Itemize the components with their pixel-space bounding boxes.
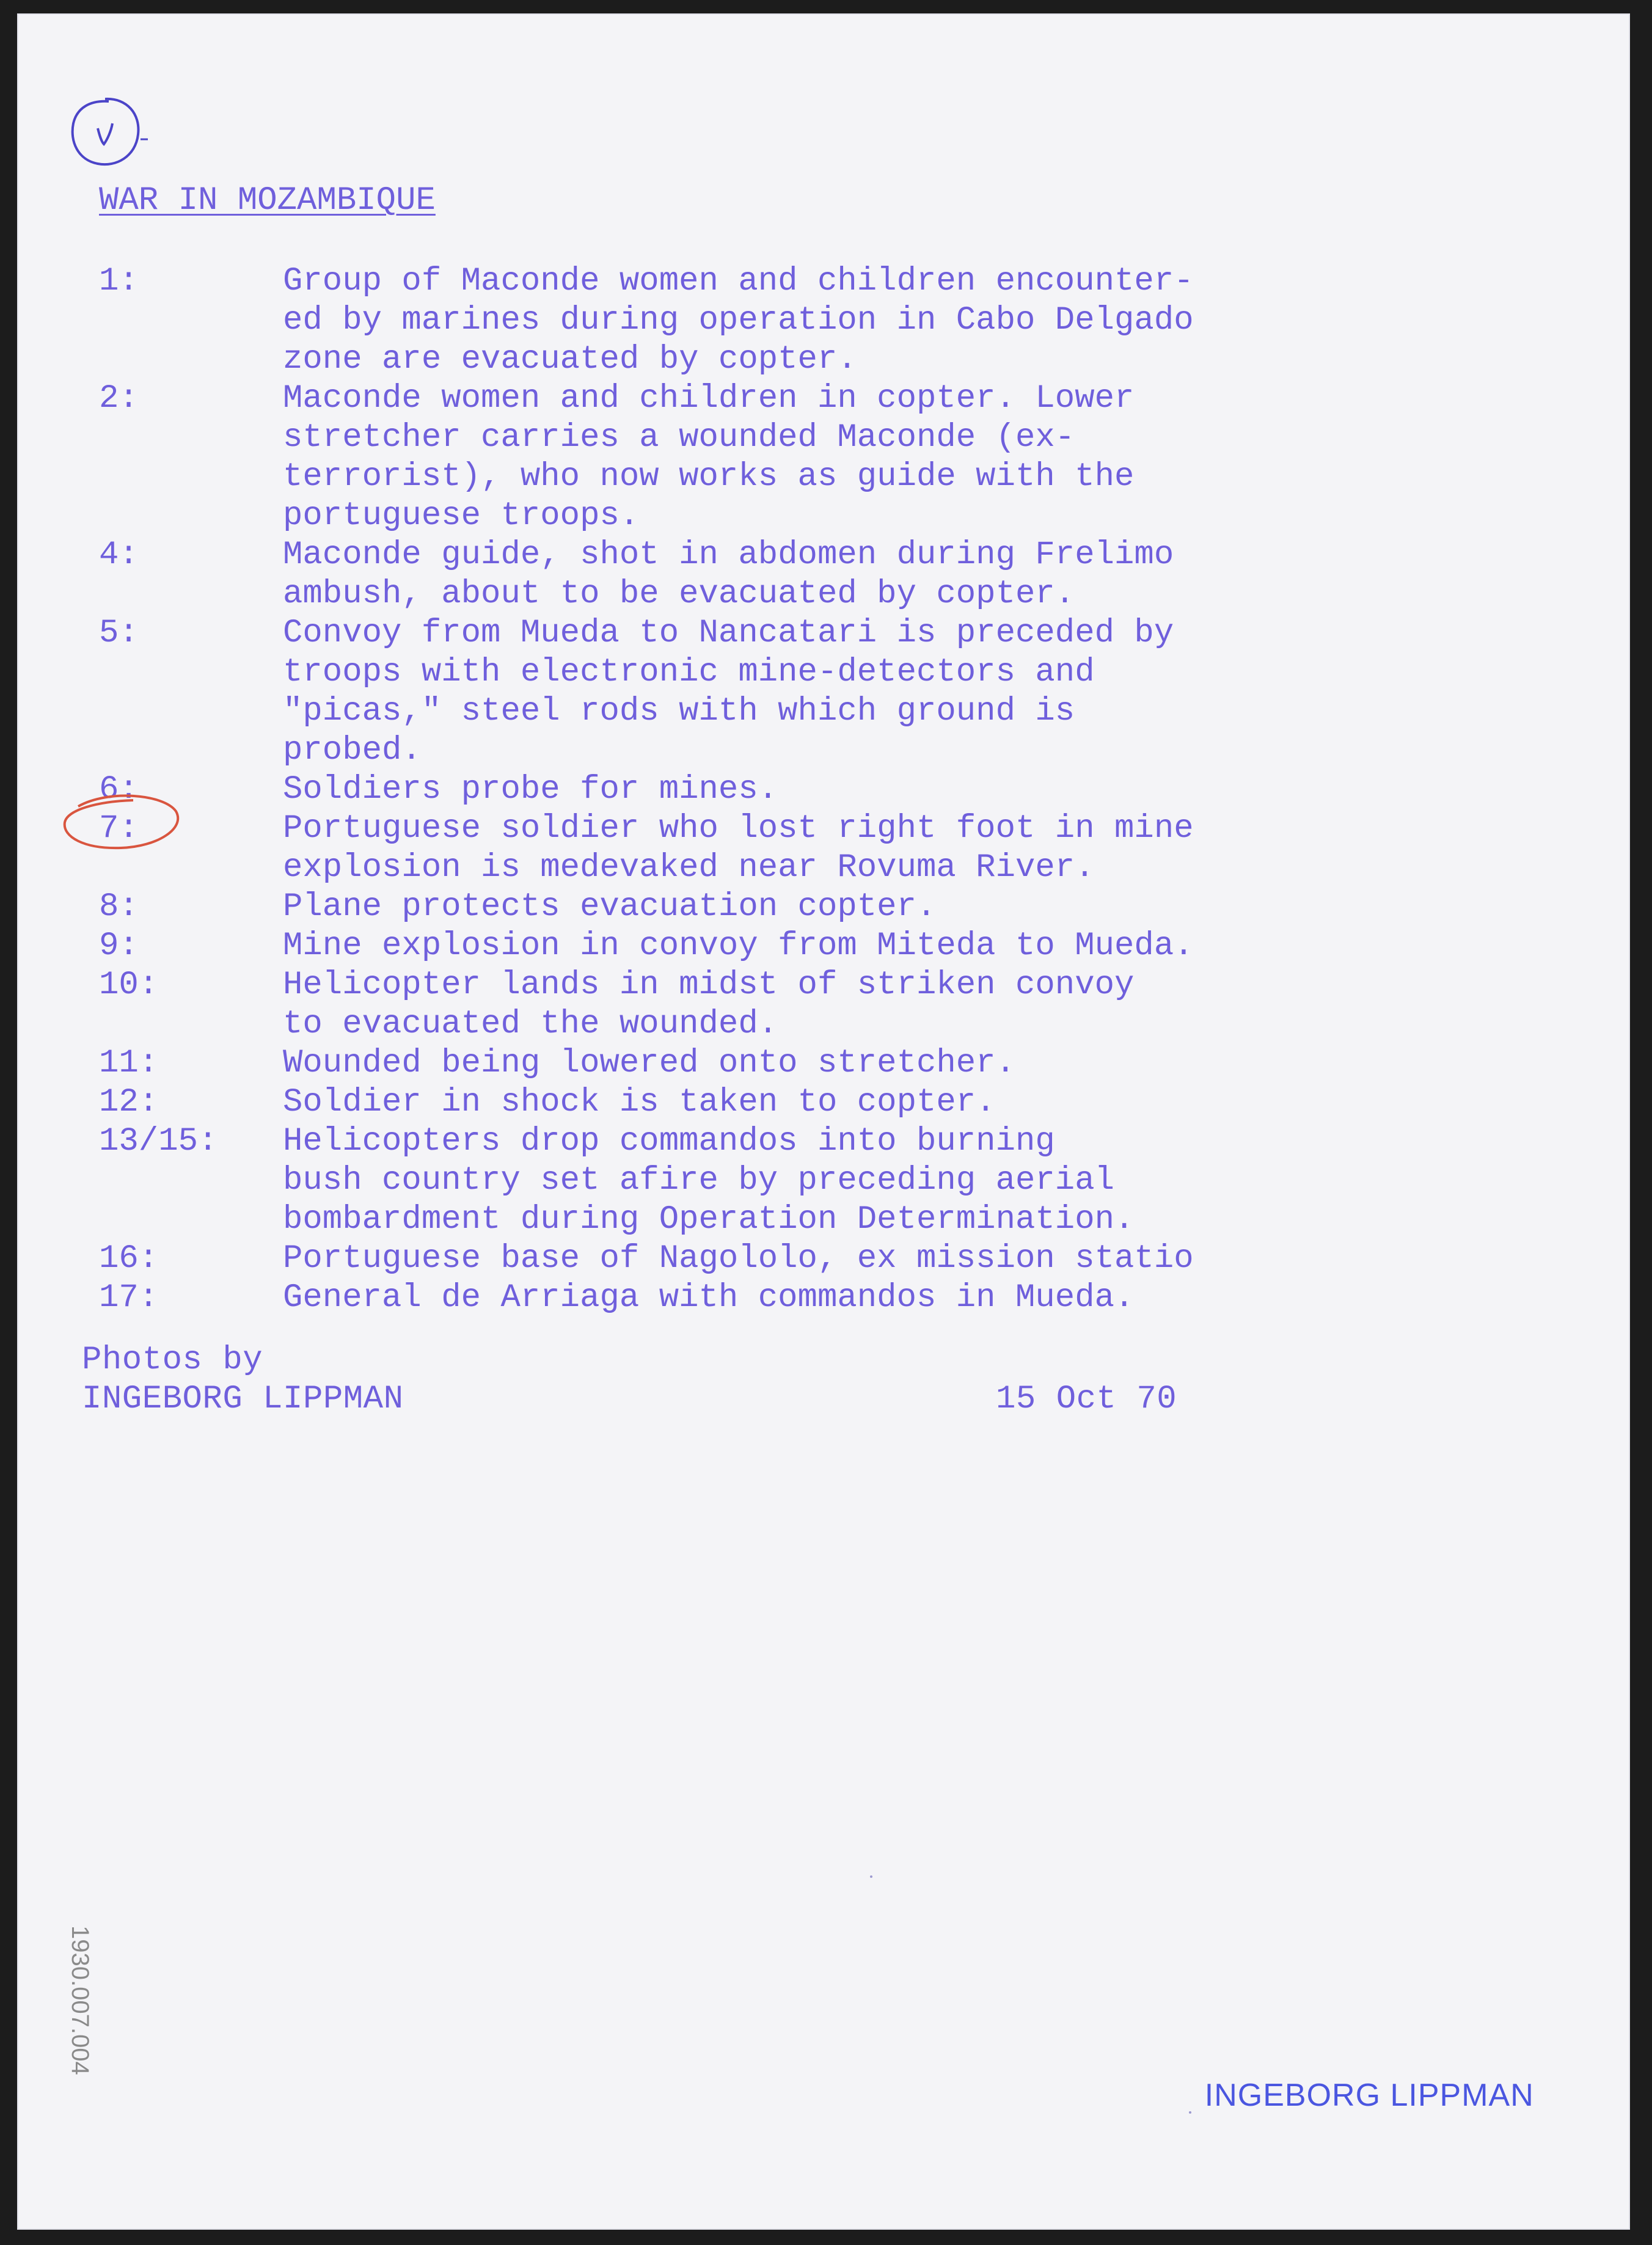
photographer-stamp — [1167, 2040, 1534, 2150]
pencil-archive-number-text: 1930.007.004 — [67, 1926, 93, 2075]
entry-text-line: stretcher carries a wounded Maconde (ex- — [283, 419, 1075, 456]
entry-text-line: General de Arriaga with commandos in Mueda. — [283, 1279, 1135, 1316]
entry-text-line: Portuguese soldier who lost right foot in mine — [283, 810, 1194, 847]
entry-text-line: ambush, about to be evacuated by copter. — [283, 575, 1075, 613]
entry-text-line: terrorist), who now works as guide with the — [283, 458, 1135, 495]
entry-text-line: probed. — [283, 732, 422, 769]
entry-text-line: Maconde women and children in copter. Lower — [283, 380, 1135, 417]
entry-number: 10: — [99, 966, 159, 1004]
entry-text-line: "picas," steel rods with which ground is — [283, 693, 1075, 730]
entry-number: 1: — [99, 263, 139, 300]
entry-text-line: Plane protects evacuation copter. — [283, 888, 937, 925]
document-date: 15 Oct 70 — [996, 1381, 1177, 1418]
entry-text-line: to evacuated the wounded. — [283, 1006, 778, 1043]
entry-text-line: Maconde guide, shot in abdomen during Frelimo — [283, 536, 1174, 574]
entry-text-line: troops with electronic mine-detectors and — [283, 654, 1095, 691]
entry-text-line: Wounded being lowered onto stretcher. — [283, 1045, 1015, 1082]
entry-number: 9: — [99, 927, 139, 965]
circled-check-mark — [66, 93, 144, 171]
red-pencil-circle — [60, 788, 182, 855]
entry-number: 12: — [99, 1084, 159, 1121]
entry-text-line: bush country set afire by preceding aerial — [283, 1162, 1115, 1199]
entry-text-line: Soldier in shock is taken to copter. — [283, 1084, 996, 1121]
entry-number: 16: — [99, 1240, 159, 1277]
entry-text-line: ed by marines during operation in Cabo Delgado — [283, 302, 1194, 339]
entry-number: 5: — [99, 615, 139, 652]
stamp-text: INGEBORG LIPPMAN — [1204, 2078, 1534, 2113]
entry-text-line: Mine explosion in convoy from Miteda to Mueda. — [283, 927, 1194, 965]
entry-number: 8: — [99, 888, 139, 925]
entry-text-line: Helicopter lands in midst of striken convoy — [283, 966, 1135, 1004]
entry-text-line: Convoy from Mueda to Nancatari is preceded by — [283, 615, 1174, 652]
entry-text-line: portuguese troops. — [283, 497, 640, 535]
entry-number: 4: — [99, 536, 139, 574]
entry-text-line: zone are evacuated by copter. — [283, 341, 857, 378]
pencil-archive-number — [54, 1926, 93, 2182]
document-page — [17, 13, 1630, 2230]
entry-text-line: Soldiers probe for mines. — [283, 771, 778, 808]
entry-text-line: Portuguese base of Nagololo, ex mission statio — [283, 1240, 1194, 1277]
entry-number: 13/15: — [99, 1123, 218, 1160]
document-title: WAR IN MOZAMBIQUE — [99, 182, 436, 219]
entry-number: 17: — [99, 1279, 159, 1316]
entry-text-line: Group of Maconde women and children encounter- — [283, 263, 1194, 300]
entry-number: 11: — [99, 1045, 159, 1082]
speck — [1189, 2111, 1191, 2114]
speck — [870, 1875, 872, 1878]
credit-label: Photos by — [82, 1342, 263, 1379]
entry-text-line: Helicopters drop commandos into burning — [283, 1123, 1055, 1160]
entry-number: 6: — [99, 771, 139, 808]
entry-text-line: explosion is medevaked near Rovuma River. — [283, 849, 1095, 886]
entry-number: 7: — [99, 810, 139, 847]
credit-name: INGEBORG LIPPMAN — [82, 1381, 404, 1418]
entry-text-line: bombardment during Operation Determination. — [283, 1201, 1135, 1238]
entry-number: 2: — [99, 380, 139, 417]
